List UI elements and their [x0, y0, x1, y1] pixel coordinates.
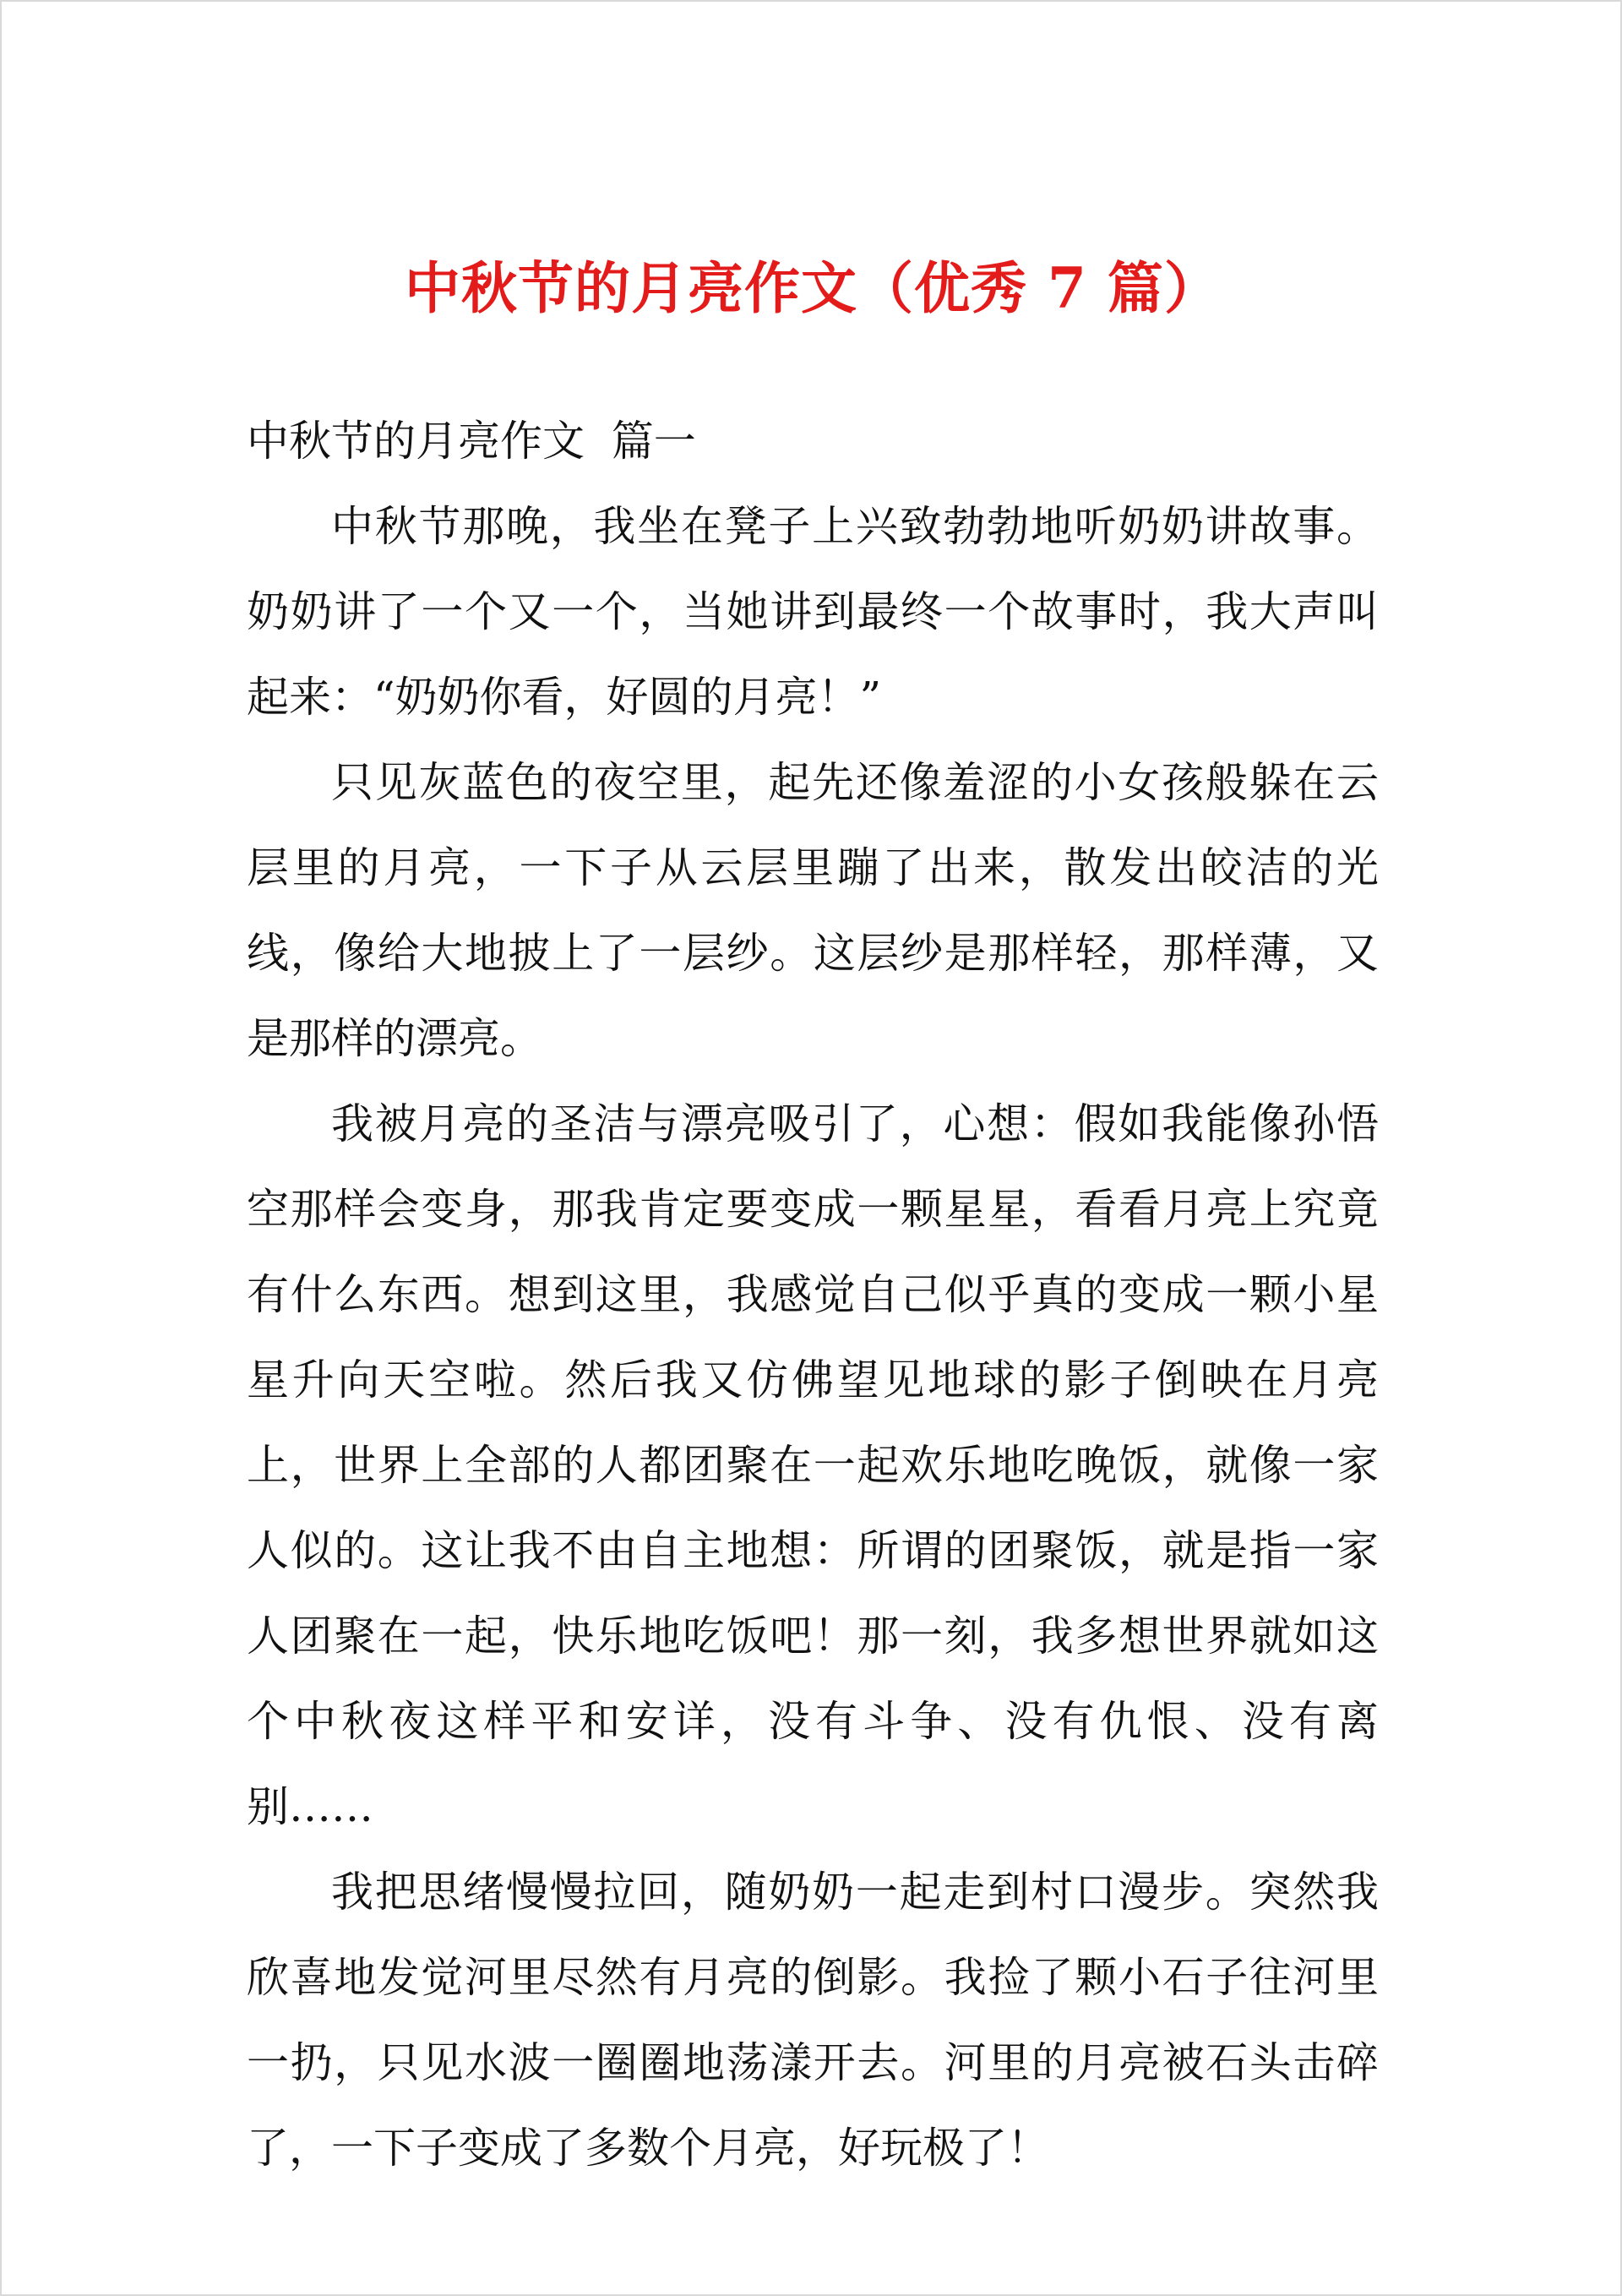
document-title: 中秋节的月亮作文（优秀 7 篇） [405, 255, 1221, 321]
paragraph-1: 中秋节那晚，我坐在凳子上兴致勃勃地听奶奶讲故事。奶奶讲了一个又一个，当她讲到最终一个故事时，我大声叫起来：“奶奶你看，好圆的月亮！” [247, 502, 1379, 722]
paragraph-3: 我被月亮的圣洁与漂亮吸引了，心想：假如我能像孙悟空那样会变身，那我肯定要变成一颗星星，看看月亮上究竟有什么东西。想到这里，我感觉自己似乎真的变成一颗小星星升向天空啦。然后我又仿佛望见地球的影子倒映在月亮上，世界上全部的人都团聚在一起欢乐地吃晚饭，就像一家人似的。这让我不由自主地想：所谓的团聚饭，就是指一家人团聚在一起，快乐地吃饭吧！那一刻，我多想世界就如这个中秋夜这样平和安详，没有斗争、没有仇恨、没有离别…… [247, 1099, 1379, 1831]
paragraph-2: 只见灰蓝色的夜空里，起先还像羞涩的小女孩般躲在云层里的月亮，一下子从云层里蹦了出来，散发出皎洁的光线，像给大地披上了一层纱。这层纱是那样轻，那样薄，又是那样的漂亮。 [247, 758, 1379, 1063]
section-heading: 中秋节的月亮作文 篇一 [247, 417, 696, 466]
document-body [247, 399, 1379, 2191]
paragraph-4: 我把思绪慢慢拉回，随奶奶一起走到村口漫步。突然我欣喜地发觉河里尽然有月亮的倒影。我捡了颗小石子往河里一扔，只见水波一圈圈地荡漾开去。河里的月亮被石头击碎了，一下子变成了多数个月亮，好玩极了！ [247, 1868, 1379, 2173]
